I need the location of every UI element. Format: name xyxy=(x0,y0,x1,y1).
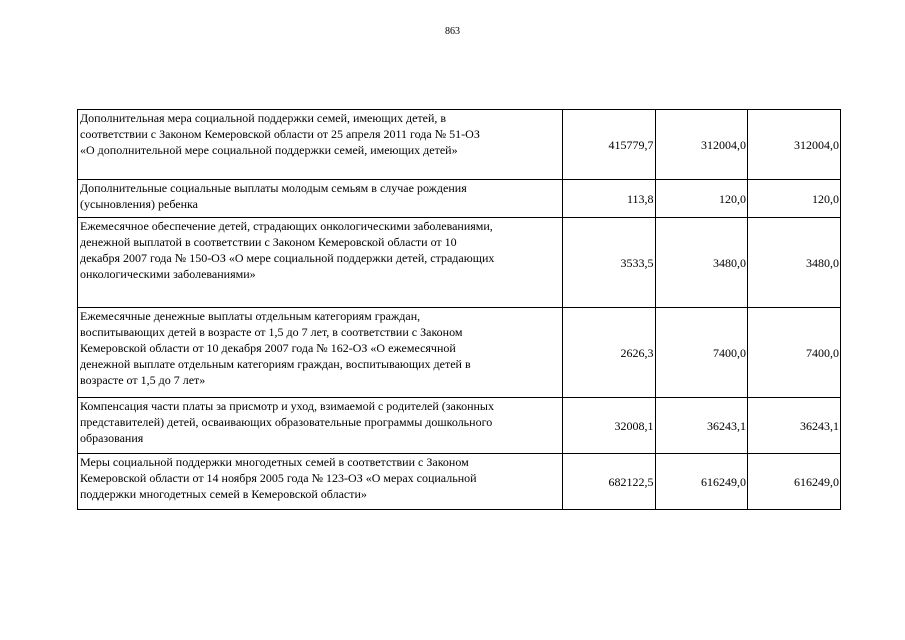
description-line: онкологическими заболеваниями» xyxy=(80,267,256,281)
page-number: 863 xyxy=(445,26,460,37)
value-col-1: 415779,7 xyxy=(563,110,656,180)
description-line: Ежемесячное обеспечение детей, страдающих онкологическими заболеваниями, xyxy=(80,219,493,233)
value-col-2: 7400,0 xyxy=(655,308,748,398)
description-line: декабря 2007 года № 150-ОЗ «О мере социальной поддержки детей, страдающих xyxy=(80,251,495,265)
description-line: образования xyxy=(80,431,144,445)
table-row xyxy=(78,110,841,180)
value-col-3: 36243,1 xyxy=(748,398,841,454)
table-row xyxy=(78,180,841,218)
description-line: соответствии с Законом Кемеровской области от 25 апреля 2011 года № 51-ОЗ xyxy=(80,127,480,141)
value-col-2: 616249,0 xyxy=(655,454,748,510)
description-line: Дополнительные социальные выплаты молодым семьям в случае рождения xyxy=(80,181,467,195)
value-col-3: 312004,0 xyxy=(748,110,841,180)
row-description xyxy=(78,218,563,308)
description-line: Компенсация части платы за присмотр и уход, взимаемой с родителей (законных xyxy=(80,399,494,413)
value-col-1: 682122,5 xyxy=(563,454,656,510)
description-line: «О дополнительной мере социальной поддержки семей, имеющих детей» xyxy=(80,143,458,157)
value-col-2: 120,0 xyxy=(655,180,748,218)
value-col-1: 3533,5 xyxy=(563,218,656,308)
description-line: денежной выплатой в соответствии с Законом Кемеровской области от 10 xyxy=(80,235,457,249)
budget-table xyxy=(77,109,841,510)
value-col-3: 3480,0 xyxy=(748,218,841,308)
value-col-2: 36243,1 xyxy=(655,398,748,454)
description-line: поддержки многодетных семей в Кемеровской области» xyxy=(80,487,367,501)
row-description xyxy=(78,398,563,454)
value-col-3: 120,0 xyxy=(748,180,841,218)
description-line: воспитывающих детей в возрасте от 1,5 до 7 лет, в соответствии с Законом xyxy=(80,325,463,339)
description-line: представителей) детей, осваивающих образовательные программы дошкольного xyxy=(80,415,493,429)
value-col-3: 616249,0 xyxy=(748,454,841,510)
value-col-1: 113,8 xyxy=(563,180,656,218)
description-line: Дополнительная мера социальной поддержки семей, имеющих детей, в xyxy=(80,111,447,125)
value-col-1: 2626,3 xyxy=(563,308,656,398)
table-row xyxy=(78,308,841,398)
table-row xyxy=(78,398,841,454)
value-col-3: 7400,0 xyxy=(748,308,841,398)
description-line: (усыновления) ребенка xyxy=(80,197,198,211)
value-col-2: 312004,0 xyxy=(655,110,748,180)
table-row xyxy=(78,218,841,308)
description-line: Ежемесячные денежные выплаты отдельным категориям граждан, xyxy=(80,309,421,323)
row-description xyxy=(78,454,563,510)
row-description xyxy=(78,180,563,218)
description-line: Кемеровской области от 10 декабря 2007 года № 162-ОЗ «О ежемесячной xyxy=(80,341,456,355)
table-row xyxy=(78,454,841,510)
description-line: возрасте от 1,5 до 7 лет» xyxy=(80,373,206,387)
description-line: денежной выплате отдельным категориям граждан, воспитывающих детей в xyxy=(80,357,471,371)
value-col-1: 32008,1 xyxy=(563,398,656,454)
description-line: Меры социальной поддержки многодетных семей в соответствии с Законом xyxy=(80,455,469,469)
description-line: Кемеровской области от 14 ноября 2005 года № 123-ОЗ «О мерах социальной xyxy=(80,471,477,485)
row-description xyxy=(78,110,563,180)
value-col-2: 3480,0 xyxy=(655,218,748,308)
row-description xyxy=(78,308,563,398)
